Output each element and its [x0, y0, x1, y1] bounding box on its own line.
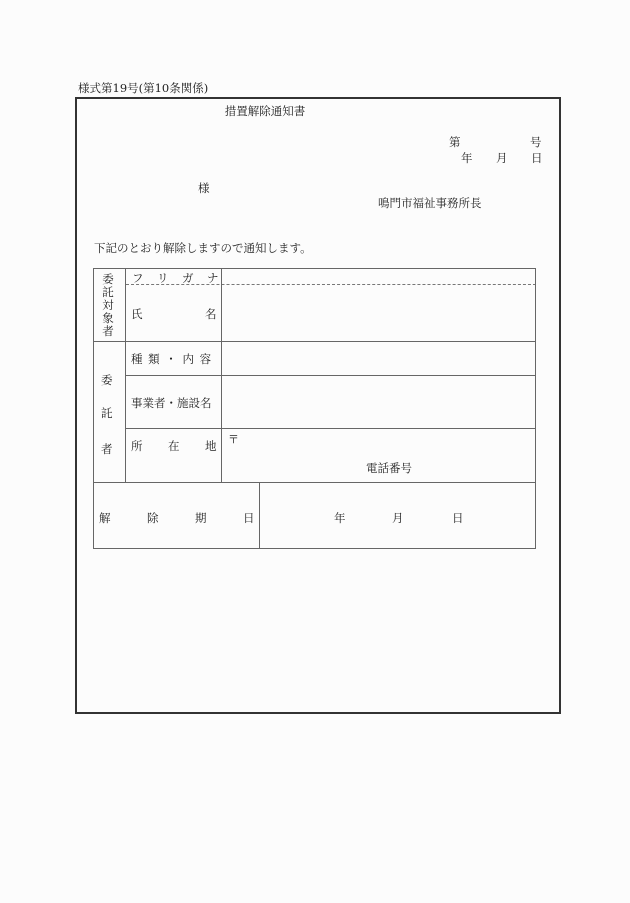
release-month: 月: [392, 511, 404, 525]
date-day: 日: [531, 151, 543, 165]
postal-mark: 〒: [228, 433, 239, 446]
release-year: 年: [334, 511, 346, 525]
address-label-1: 所: [131, 439, 143, 453]
issuer: 鳴門市福祉事務所長: [378, 196, 482, 210]
name-field[interactable]: [223, 286, 533, 340]
business-label: 事業者・施設名: [131, 396, 212, 410]
phone-label: 電話番号: [366, 461, 412, 475]
release-day: 日: [452, 511, 464, 525]
date-month: 月: [496, 151, 508, 165]
release-label-4: 日: [243, 511, 255, 525]
release-label-3: 期: [195, 511, 207, 525]
name-label-first: 氏: [131, 307, 143, 321]
number-suffix: 号: [530, 135, 542, 149]
address-label-2: 在: [168, 439, 180, 453]
addressee-suffix: 様: [198, 181, 210, 195]
furigana-field[interactable]: [223, 270, 533, 284]
address-label-3: 地: [205, 439, 217, 453]
date-year: 年: [461, 151, 473, 165]
section-label-contractor-2: 託: [101, 406, 113, 420]
address-field[interactable]: [240, 431, 530, 457]
form-id: 様式第19号(第10条関係): [78, 81, 209, 95]
release-label-2: 除: [147, 511, 159, 525]
release-label-1: 解: [99, 511, 111, 525]
name-label-last: 名: [205, 307, 217, 321]
type-content-field[interactable]: [223, 343, 533, 374]
document-title: 措置解除通知書: [224, 104, 306, 118]
number-prefix: 第: [449, 135, 461, 149]
section-label-client: 委 託 対 象 者: [102, 272, 114, 338]
body-text: 下記のとおり解除しますので通知します。: [94, 241, 312, 255]
section-label-contractor-1: 委: [101, 373, 113, 387]
section-label-contractor-3: 者: [101, 442, 113, 456]
type-content-label: 種 類 ・ 内 容: [131, 352, 213, 366]
business-field[interactable]: [223, 377, 533, 427]
